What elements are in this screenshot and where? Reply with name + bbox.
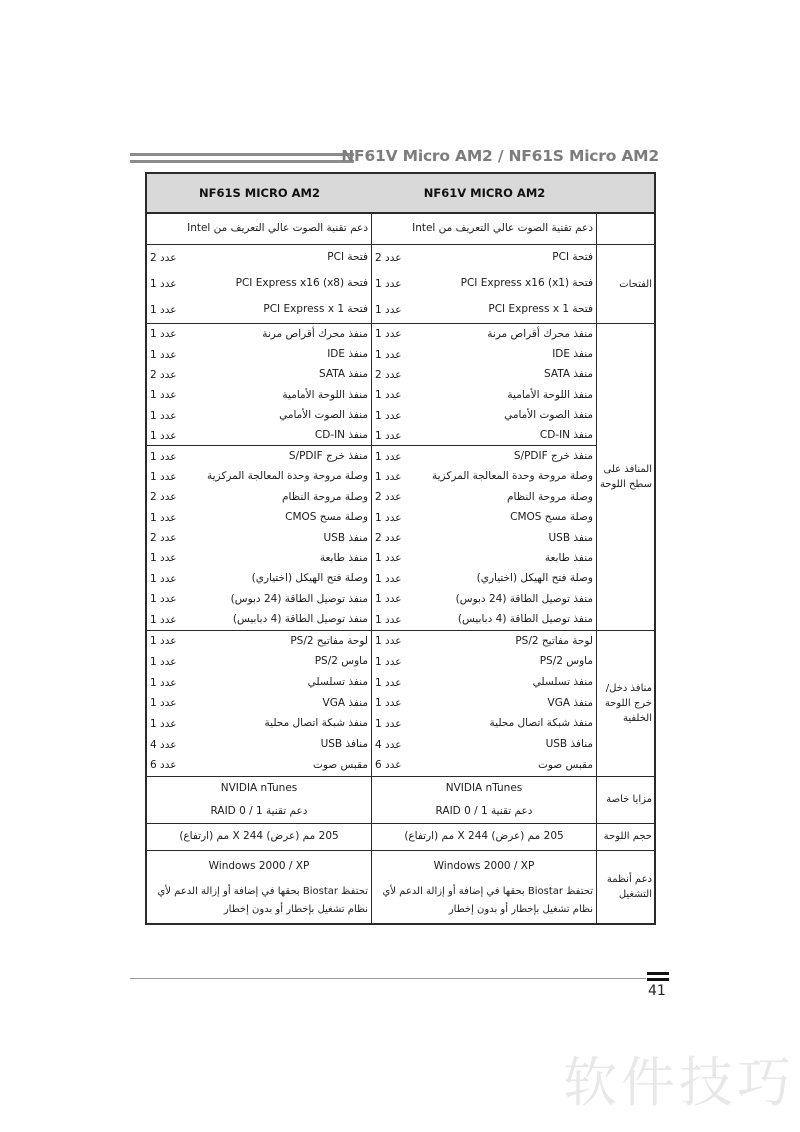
- spec-item-count: عدد 1: [150, 593, 177, 606]
- spec-cell: [372, 508, 597, 528]
- spec-cell: [147, 344, 372, 364]
- spec-item-count: عدد 1: [375, 655, 402, 668]
- spec-item-count: عدد 1: [150, 409, 177, 422]
- spec-cell: [147, 528, 372, 548]
- spec-item-label: تحتفظ Biostar بحقها في إضافة أو إزالة الدعم لأي نظام تشغيل بإخطار أو بدون إخطار: [157, 885, 368, 915]
- spec-cell: [372, 446, 597, 466]
- spec-item-count: عدد 1: [150, 697, 177, 710]
- spec-cell: [147, 385, 372, 405]
- spec-item-count: عدد 1: [150, 511, 177, 524]
- spec-cell: [372, 672, 597, 693]
- spec-item-label: NVIDIA nTunes: [220, 781, 298, 794]
- spec-cell: [372, 297, 597, 323]
- spec-item-count: عدد 1: [150, 717, 177, 730]
- spec-cell: [372, 467, 597, 487]
- spec-item-label: منفذ اللوحة الأمامية: [282, 388, 368, 401]
- spec-item-count: عدد 1: [375, 552, 402, 565]
- spec-item-label: منفذ USB: [548, 531, 593, 544]
- spec-item-label: منفذ تسلسلي: [307, 676, 368, 689]
- spec-item-label: فتحة PCI: [552, 251, 593, 264]
- spec-item-count: عدد 1: [150, 635, 177, 648]
- spec-item-label: منفذ CD-IN: [314, 429, 368, 442]
- spec-item-label: فتحة PCI Express x16 (x8): [235, 277, 368, 290]
- spec-cell: [147, 487, 372, 507]
- spec-item-label: وصلة مروحة النظام: [282, 490, 368, 503]
- spec-item-count: عدد 1: [150, 389, 177, 402]
- spec-item-count: عدد 1: [375, 676, 402, 689]
- spec-item-count: عدد 4: [375, 738, 402, 751]
- spec-cell: [147, 851, 372, 883]
- spec-item-label: فتحة PCI Express x16 (x1): [460, 277, 593, 290]
- spec-cell: [372, 734, 597, 755]
- spec-cell: [147, 755, 372, 776]
- spec-item-count: عدد 2: [150, 532, 177, 545]
- spec-item-label: ماوس PS/2: [314, 655, 368, 668]
- category-label: المنافذ على سطح اللوحة: [599, 463, 652, 490]
- spec-item-label: وصلة مروحة النظام: [507, 490, 593, 503]
- spec-item-count: عدد 4: [150, 738, 177, 751]
- spec-item-count: عدد 1: [150, 348, 177, 361]
- category-label: حجم اللوحة: [603, 831, 652, 843]
- spec-group: [147, 823, 654, 850]
- spec-cell: [147, 446, 372, 466]
- spec-cell: [372, 548, 597, 568]
- spec-item-count: عدد 1: [375, 572, 402, 585]
- category-label: [597, 214, 654, 244]
- spec-item-label: فتحة PCI Express x 1: [263, 303, 368, 316]
- spec-item-label: وصلة مسح CMOS: [285, 511, 368, 524]
- spec-item-label: منافذ USB: [320, 738, 368, 751]
- spec-item-label: منفذ محرك أقراص مرنة: [487, 327, 593, 340]
- spec-item-label: منفذ CD-IN: [539, 429, 593, 442]
- spec-cell: [372, 487, 597, 507]
- spec-item-label: وصلة فتح الهيكل (اختياري): [476, 572, 593, 585]
- spec-cell: [372, 652, 597, 673]
- spec-cell: [372, 824, 597, 850]
- spec-cell: [372, 609, 597, 629]
- spec-item-label: منفذ SATA: [319, 368, 368, 381]
- spec-cell: [372, 528, 597, 548]
- spec-cell: [147, 271, 372, 297]
- spec-cell: [372, 631, 597, 652]
- spec-cell: [147, 883, 372, 923]
- category-label: الفتحات: [619, 278, 652, 290]
- spec-item-label: وصلة فتح الهيكل (اختياري): [251, 572, 368, 585]
- spec-item-label: منفذ محرك أقراص مرنة: [262, 327, 368, 340]
- spec-item-label: منفذ IDE: [552, 348, 593, 361]
- spec-table-header: [147, 174, 654, 214]
- spec-item-count: عدد 1: [150, 572, 177, 585]
- spec-item-count: عدد 6: [150, 759, 177, 772]
- spec-item-label: فتحة PCI: [327, 251, 368, 264]
- spec-cell: [147, 508, 372, 528]
- spec-item-count: عدد 2: [150, 368, 177, 381]
- spec-item-label: منفذ شبكة اتصال محلية: [264, 717, 368, 730]
- spec-cell: [372, 851, 597, 883]
- spec-cell: [372, 883, 597, 923]
- spec-item-label: وصلة مسح CMOS: [510, 511, 593, 524]
- spec-cell: [147, 324, 372, 344]
- spec-item-label: منفذ تسلسلي: [532, 676, 593, 689]
- spec-item-label: دعم تقنية RAID 0 / 1: [210, 804, 308, 817]
- spec-item-label: منفذ توصيل الطاقة (24 دبوس): [230, 592, 368, 605]
- spec-item-label: منفذ SATA: [544, 368, 593, 381]
- spec-item-label: لوحة مفاتيح PS/2: [515, 634, 593, 647]
- spec-cell: [372, 271, 597, 297]
- spec-item-label: منفذ الصوت الأمامي: [279, 409, 368, 422]
- spec-item-count: عدد 1: [375, 389, 402, 402]
- spec-item-label: دعم تقنية الصوت عالي التعريف من Intel: [187, 222, 368, 235]
- spec-cell: [147, 426, 372, 446]
- spec-item-label: فتحة PCI Express x 1: [488, 303, 593, 316]
- spec-cell: [372, 214, 597, 244]
- spec-item-count: عدد 1: [375, 470, 402, 483]
- spec-cell: [147, 365, 372, 385]
- spec-cell: [147, 406, 372, 426]
- spec-item-label: منفذ VGA: [547, 696, 593, 709]
- spec-item-count: عدد 1: [375, 450, 402, 463]
- spec-item-label: 205 مم (عرض) X 244 مم (ارتفاع): [179, 830, 339, 843]
- footer-double-bar: [647, 972, 669, 981]
- spec-cell: [372, 324, 597, 344]
- footer-rule: [130, 978, 646, 979]
- spec-cell: [372, 385, 597, 405]
- spec-cell: [147, 609, 372, 629]
- spec-cell: [372, 800, 597, 823]
- spec-item-count: عدد 1: [150, 655, 177, 668]
- spec-item-label: منفذ توصيل الطاقة (4 دبابيس): [457, 613, 593, 626]
- spec-group: [147, 776, 654, 823]
- spec-item-count: عدد 1: [150, 613, 177, 626]
- category-label: مزايا خاصة: [606, 794, 652, 806]
- category-label: منافذ دخل/خرج اللوحة الخلفية: [604, 682, 652, 724]
- spec-item-count: عدد 1: [375, 697, 402, 710]
- spec-cell: [372, 714, 597, 735]
- spec-item-count: عدد 1: [375, 635, 402, 648]
- spec-cell: [372, 365, 597, 385]
- spec-item-count: عدد 1: [375, 409, 402, 422]
- spec-item-label: لوحة مفاتيح PS/2: [290, 634, 368, 647]
- page-number: 41: [648, 983, 666, 999]
- spec-item-count: عدد 1: [375, 717, 402, 730]
- watermark-text: 软件技巧: [563, 1051, 795, 1114]
- spec-item-count: عدد 1: [375, 278, 402, 290]
- spec-cell: [147, 548, 372, 568]
- spec-group: [147, 630, 654, 776]
- spec-item-label: منفذ الصوت الأمامي: [504, 409, 593, 422]
- spec-item-count: عدد 1: [375, 511, 402, 524]
- spec-item-count: عدد 1: [150, 552, 177, 565]
- spec-item-count: عدد 1: [150, 429, 177, 442]
- spec-cell: [372, 693, 597, 714]
- spec-item-label: منفذ IDE: [327, 348, 368, 361]
- spec-group: [147, 214, 654, 244]
- spec-item-count: عدد 1: [375, 304, 402, 316]
- spec-item-label: دعم تقنية الصوت عالي التعريف من Intel: [412, 222, 593, 235]
- spec-cell: [147, 245, 372, 271]
- spec-item-count: عدد 2: [375, 368, 402, 381]
- spec-group: [147, 244, 654, 323]
- spec-cell: [147, 777, 372, 800]
- spec-cell: [372, 589, 597, 609]
- spec-item-count: عدد 1: [375, 613, 402, 626]
- spec-cell: [147, 631, 372, 652]
- spec-cell: [372, 755, 597, 776]
- spec-cell: [147, 297, 372, 323]
- spec-cell: [147, 734, 372, 755]
- spec-item-label: منفذ USB: [323, 531, 368, 544]
- page-title: NF61V Micro AM2 / NF61S Micro AM2: [341, 147, 659, 165]
- spec-item-count: عدد 1: [150, 278, 177, 290]
- spec-item-count: عدد 6: [375, 759, 402, 772]
- spec-cell: [147, 569, 372, 589]
- spec-cell: [147, 214, 372, 244]
- spec-item-count: عدد 2: [375, 532, 402, 545]
- spec-item-label: مقبس صوت: [537, 758, 593, 771]
- spec-cell: [147, 693, 372, 714]
- spec-item-label: منفذ توصيل الطاقة (24 دبوس): [455, 592, 593, 605]
- spec-item-count: عدد 1: [150, 304, 177, 316]
- spec-cell: [372, 777, 597, 800]
- spec-table: [145, 172, 656, 925]
- spec-group: [147, 323, 654, 630]
- spec-cell: [372, 406, 597, 426]
- spec-item-label: منفذ طابعة: [544, 551, 593, 564]
- spec-item-count: عدد 2: [150, 252, 177, 264]
- spec-cell: [147, 800, 372, 823]
- spec-item-count: عدد 1: [150, 328, 177, 341]
- spec-item-label: ماوس PS/2: [539, 655, 593, 668]
- spec-item-count: عدد 1: [375, 429, 402, 442]
- spec-item-label: Windows 2000 / XP: [208, 860, 310, 873]
- category-label: دعم أنظمة التشغيل: [606, 873, 652, 900]
- spec-item-count: عدد 1: [375, 328, 402, 341]
- spec-item-count: عدد 1: [375, 593, 402, 606]
- spec-item-label: منفذ طابعة: [319, 551, 368, 564]
- spec-item-label: منفذ خرج S/PDIF: [513, 449, 593, 462]
- spec-item-label: مقبس صوت: [312, 758, 368, 771]
- spec-item-label: وصلة مروحة وحدة المعالجة المركزية: [206, 470, 368, 483]
- spec-item-count: عدد 1: [375, 348, 402, 361]
- spec-item-count: عدد 2: [375, 252, 402, 264]
- spec-item-count: عدد 1: [150, 450, 177, 463]
- column-header-nf61s: NF61S MICRO AM2: [199, 186, 320, 200]
- spec-item-label: منفذ خرج S/PDIF: [288, 449, 368, 462]
- column-header-nf61v: NF61V MICRO AM2: [423, 186, 546, 200]
- spec-cell: [147, 467, 372, 487]
- title-double-rule: [130, 153, 354, 163]
- spec-cell: [147, 652, 372, 673]
- spec-cell: [147, 824, 372, 850]
- spec-item-count: عدد 1: [150, 676, 177, 689]
- spec-item-label: تحتفظ Biostar بحقها في إضافة أو إزالة الدعم لأي نظام تشغيل بإخطار أو بدون إخطار: [382, 885, 593, 915]
- spec-item-count: عدد 1: [150, 470, 177, 483]
- spec-cell: [147, 672, 372, 693]
- spec-item-count: عدد 2: [150, 491, 177, 504]
- spec-item-label: منفذ VGA: [322, 696, 368, 709]
- spec-item-label: منافذ USB: [545, 738, 593, 751]
- spec-item-label: NVIDIA nTunes: [445, 781, 523, 794]
- spec-item-label: 205 مم (عرض) X 244 مم (ارتفاع): [404, 830, 564, 843]
- spec-item-label: منفذ اللوحة الأمامية: [507, 388, 593, 401]
- spec-item-label: دعم تقنية RAID 0 / 1: [435, 804, 533, 817]
- spec-item-label: Windows 2000 / XP: [433, 860, 535, 873]
- spec-cell: [372, 344, 597, 364]
- spec-cell: [372, 426, 597, 446]
- spec-cell: [372, 569, 597, 589]
- spec-item-label: وصلة مروحة وحدة المعالجة المركزية: [431, 470, 593, 483]
- spec-item-label: منفذ توصيل الطاقة (4 دبابيس): [232, 613, 368, 626]
- spec-item-label: منفذ شبكة اتصال محلية: [489, 717, 593, 730]
- spec-cell: [147, 714, 372, 735]
- spec-cell: [147, 589, 372, 609]
- spec-group: [147, 850, 654, 923]
- spec-item-count: عدد 2: [375, 491, 402, 504]
- spec-cell: [372, 245, 597, 271]
- spec-table-body: [147, 214, 654, 923]
